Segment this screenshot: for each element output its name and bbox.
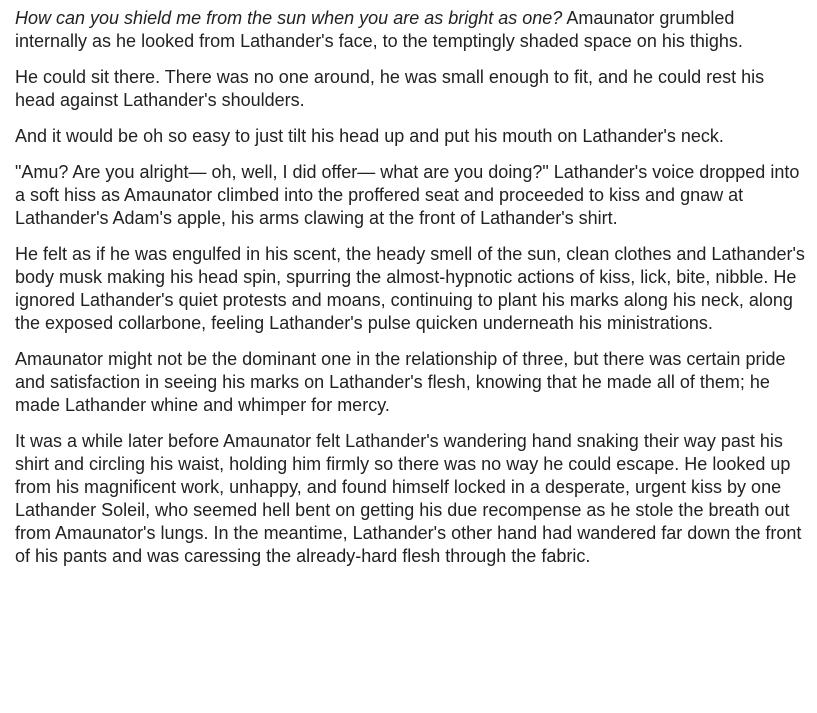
paragraph-3: And it would be oh so easy to just tilt his head up and put his mouth on Lathander's neck. (15, 126, 724, 146)
paragraph-1 (15, 7, 805, 53)
story-text (15, 7, 805, 581)
italic-thought: How can you shield me from the sun when you are as bright as one? (15, 8, 563, 28)
paragraph-2: He could sit there. There was no one around, he was small enough to fit, and he could rest his head against Lathander's shoulders. (15, 67, 765, 110)
paragraph-4: "Amu? Are you alright— oh, well, I did offer— what are you doing?" Lathander's voice dropped into a soft hiss as Amaunator climbed into the proffered seat and proceeded to kiss and gnaw at Lathander's Adam's apple, his arms clawing at the front of Lathander's shirt. (15, 162, 800, 228)
paragraph-5: He felt as if he was engulfed in his scent, the heady smell of the sun, clean clothes and Lathander's body musk making his head spin, spurring the almost-hypnotic actions of kiss, lick, bite, nibble. He ignored Lathander's quiet protests and moans, continuing to plant his marks along his neck, along the exposed collarbone, feeling Lathander's pulse quicken underneath his ministrations. (15, 244, 805, 333)
paragraph-7: It was a while later before Amaunator felt Lathander's wandering hand snaking their way past his shirt and circling his waist, holding him firmly so there was no way he could escape. He looked up from his magnificent work, unhappy, and found himself locked in a desperate, urgent kiss by one Lathander Soleil, who seemed hell bent on getting his due recompense as he stole the breath out from Amaunator's lungs. In the meantime, Lathander's other hand had wandered far down the front of his pants and was caressing the already-hard flesh through the fabric. (15, 431, 802, 566)
paragraph-1-text: Amaunator grumbled internally as he looked from Lathander's face, to the temptingly shaded space on his thighs. (15, 8, 743, 51)
paragraph-6: Amaunator might not be the dominant one in the relationship of three, but there was certain pride and satisfaction in seeing his marks on Lathander's flesh, knowing that he made all of them; he made Lathander whine and whimper for mercy. (15, 349, 786, 415)
